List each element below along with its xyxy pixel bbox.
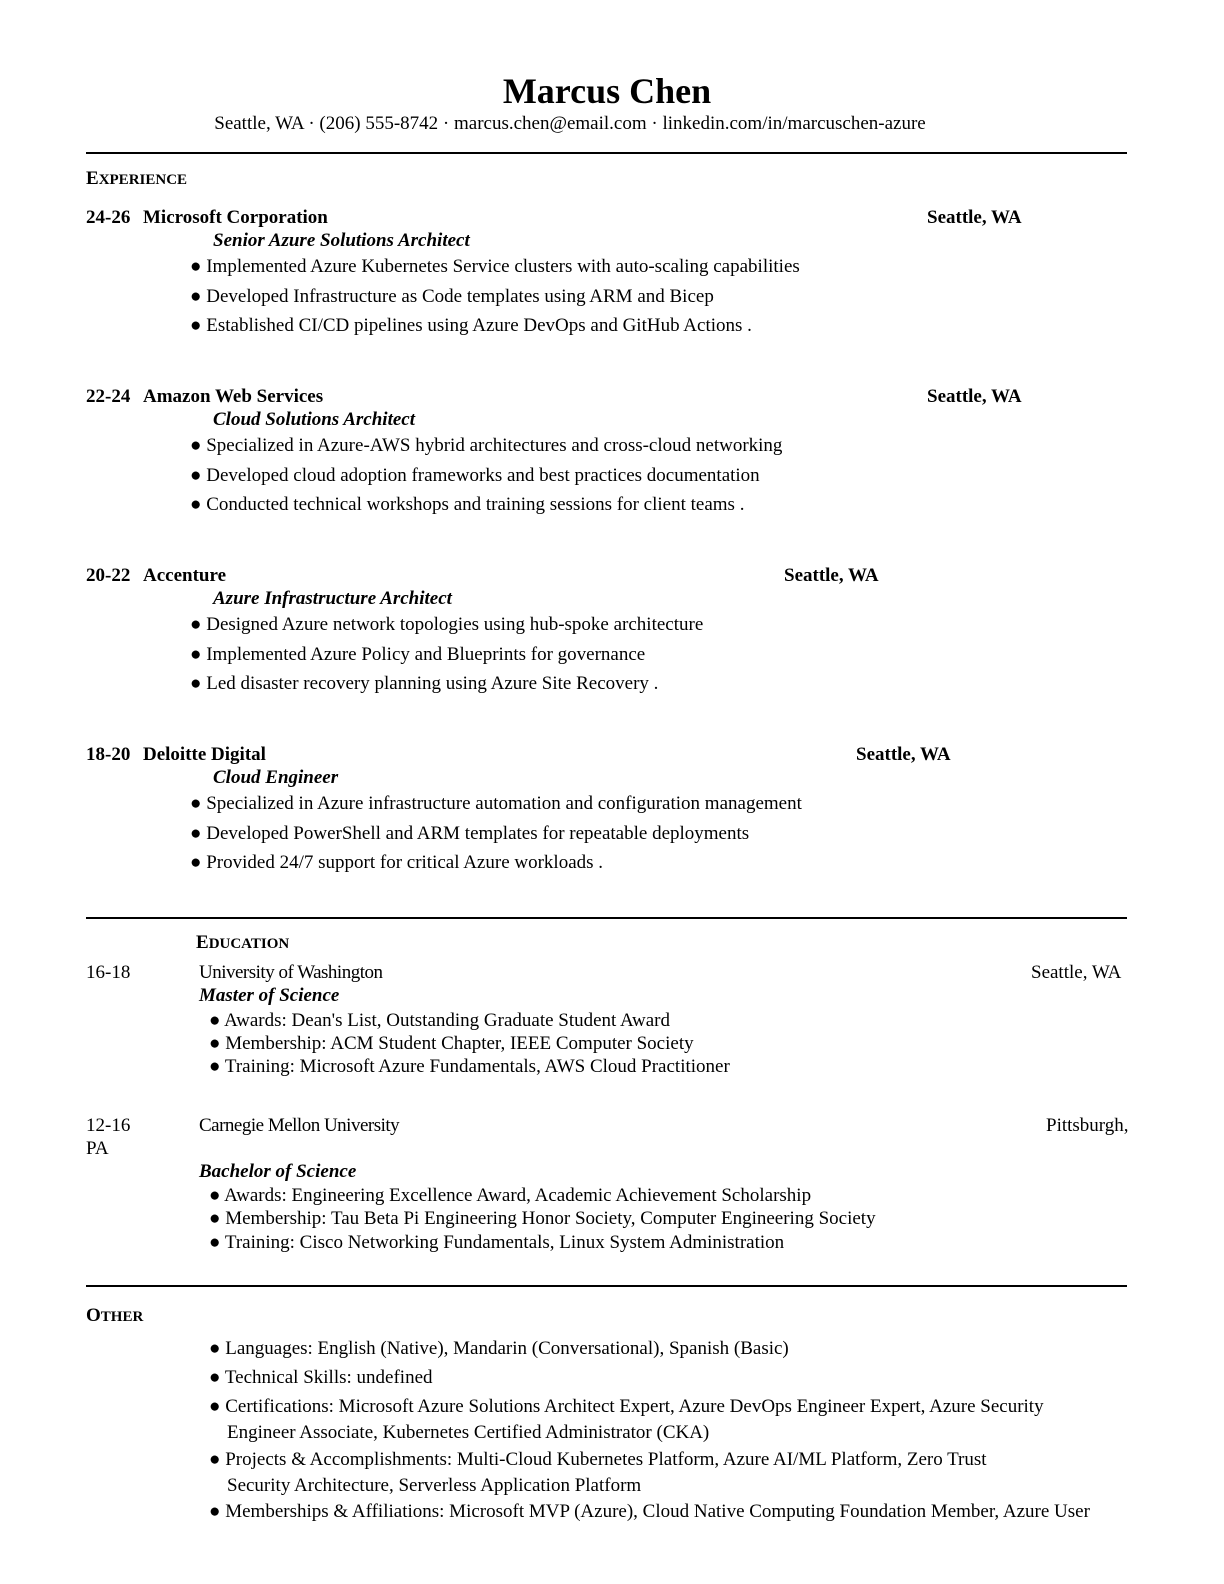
education-school: University of Washington: [199, 962, 383, 983]
job-bullet: ● Conducted technical workshops and training sessions for client teams .: [190, 494, 745, 515]
job-dates: 22-24: [86, 386, 131, 407]
other-heading: [86, 1305, 143, 1327]
experience-heading: [86, 168, 187, 190]
education-heading: [196, 932, 289, 954]
education-location: Pittsburgh,: [1046, 1115, 1129, 1136]
divider: [86, 917, 1127, 919]
other-bullet-continuation: Engineer Associate, Kubernetes Certified Administrator (CKA): [227, 1422, 710, 1443]
education-location: Seattle, WA: [1031, 962, 1122, 983]
education-bullet: ● Awards: Engineering Excellence Award, Academic Achievement Scholarship: [209, 1185, 812, 1206]
education-degree: Bachelor of Science: [199, 1161, 357, 1182]
education-bullet: ● Awards: Dean's List, Outstanding Graduate Student Award: [209, 1010, 671, 1031]
job-bullet: ● Implemented Azure Kubernetes Service clusters with auto-scaling capabilities: [190, 256, 800, 277]
experience-heading-initial: E: [86, 168, 99, 189]
job-bullet: ● Developed PowerShell and ARM templates for repeatable deployments: [190, 823, 750, 844]
education-dates: 16-18: [86, 962, 131, 983]
job-bullet: ● Specialized in Azure-AWS hybrid architectures and cross-cloud networking: [190, 435, 783, 456]
education-bullet: ● Membership: Tau Beta Pi Engineering Honor Society, Computer Engineering Society: [209, 1208, 876, 1229]
job-bullet: ● Provided 24/7 support for critical Azure workloads .: [190, 852, 604, 873]
experience-heading-rest: XPERIENCE: [98, 172, 188, 188]
job-role: Cloud Solutions Architect: [213, 409, 416, 430]
job-role: Cloud Engineer: [213, 767, 339, 788]
education-heading-initial: E: [196, 932, 209, 953]
other-bullet: ● Technical Skills: undefined: [209, 1367, 433, 1388]
job-location: Seattle, WA: [784, 565, 879, 586]
job-location: Seattle, WA: [927, 386, 1022, 407]
job-bullet: ● Specialized in Azure infrastructure automation and configuration management: [190, 793, 802, 814]
other-bullet-continuation: Security Architecture, Serverless Application Platform: [227, 1475, 642, 1496]
other-bullet: ● Languages: English (Native), Mandarin (Conversational), Spanish (Basic): [209, 1338, 789, 1359]
divider: [86, 152, 1127, 154]
contact-line: Seattle, WA · (206) 555-8742 · marcus.chen@email.com · linkedin.com/in/marcuschen-azure: [214, 113, 926, 134]
job-bullet: ● Developed Infrastructure as Code templates using ARM and Bicep: [190, 286, 714, 307]
other-heading-initial: O: [86, 1305, 101, 1326]
job-company: Amazon Web Services: [143, 386, 324, 407]
other-bullet: ● Certifications: Microsoft Azure Solutions Architect Expert, Azure DevOps Engineer Expert, Azure Security: [209, 1396, 1044, 1417]
candidate-name: Marcus Chen: [502, 71, 712, 111]
job-bullet: ● Implemented Azure Policy and Blueprints for governance: [190, 644, 646, 665]
other-heading-rest: THER: [100, 1309, 144, 1325]
education-degree: Master of Science: [199, 985, 340, 1006]
education-dates: 12-16: [86, 1115, 131, 1136]
other-bullet: ● Memberships & Affiliations: Microsoft MVP (Azure), Cloud Native Computing Foundation Member, Azure User: [209, 1501, 1090, 1522]
job-dates: 24-26: [86, 207, 131, 228]
job-bullet: ● Led disaster recovery planning using Azure Site Recovery .: [190, 673, 659, 694]
job-company: Accenture: [143, 565, 227, 586]
education-school: Carnegie Mellon University: [199, 1115, 400, 1136]
job-dates: 20-22: [86, 565, 131, 586]
education-bullet: ● Membership: ACM Student Chapter, IEEE Computer Society: [209, 1033, 694, 1054]
job-company: Deloitte Digital: [143, 744, 266, 765]
job-role: Senior Azure Solutions Architect: [213, 230, 470, 251]
job-location: Seattle, WA: [927, 207, 1022, 228]
job-company: Microsoft Corporation: [143, 207, 328, 228]
job-location: Seattle, WA: [856, 744, 951, 765]
education-bullet: ● Training: Microsoft Azure Fundamentals, AWS Cloud Practitioner: [209, 1056, 730, 1077]
divider: [86, 1285, 1127, 1287]
other-bullet: ● Projects & Accomplishments: Multi-Cloud Kubernetes Platform, Azure AI/ML Platform, Zero Trust: [209, 1449, 987, 1470]
job-role: Azure Infrastructure Architect: [213, 588, 452, 609]
education-location-wrap: PA: [86, 1138, 109, 1159]
education-heading-rest: DUCATION: [208, 936, 290, 952]
job-bullet: ● Developed cloud adoption frameworks and best practices documentation: [190, 465, 760, 486]
job-bullet: ● Established CI/CD pipelines using Azure DevOps and GitHub Actions .: [190, 315, 752, 336]
job-dates: 18-20: [86, 744, 131, 765]
education-bullet: ● Training: Cisco Networking Fundamentals, Linux System Administration: [209, 1232, 785, 1253]
job-bullet: ● Designed Azure network topologies using hub-spoke architecture: [190, 614, 704, 635]
